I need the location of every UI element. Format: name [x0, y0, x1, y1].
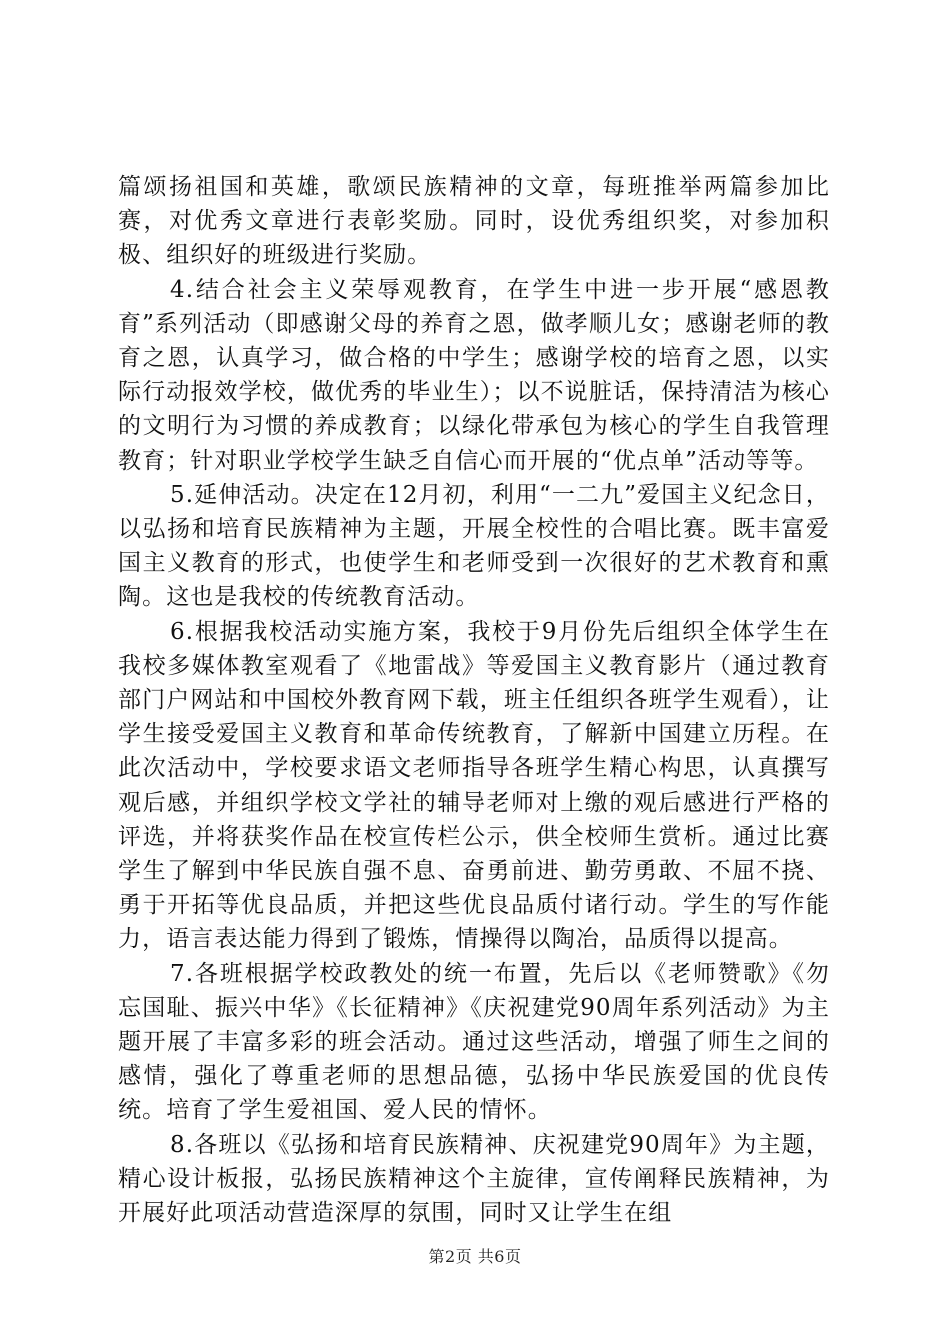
page-number-footer: 第2页 共6页	[428, 1247, 522, 1266]
paragraph-item-7: 7.各班根据学校政教处的统一布置，先后以《老师赞歌》《勿忘国耻、振兴中华》《长征精神》《庆祝建党90周年系列活动》为主题开展了丰富多彩的班会活动。通过这些活动，增强了师生之间的感情，强化了尊重老师的思想品德，弘扬中华民族爱国的优良传统。培育了学生爱祖国、爱人民的情怀。	[118, 960, 830, 1124]
paragraph-item-5: 5.延伸活动。决定在12月初，利用“一二九”爱国主义纪念日，以弘扬和培育民族精神为主题，开展全校性的合唱比赛。既丰富爱国主义教育的形式，也使学生和老师受到一次很好的艺术教育和熏陶。这也是我校的传统教育活动。	[118, 481, 830, 611]
document-body	[118, 170, 830, 1230]
paragraph-item-6: 6.根据我校活动实施方案，我校于9月份先后组织全体学生在我校多媒体教室观看了《地雷战》等爱国主义教育影片（通过教育部门户网站和中国校外教育网下载，班主任组织各班学生观看），让学生接受爱国主义教育和革命传统教育，了解新中国建立历程。在此次活动中，学校要求语文老师指导各班学生精心构思，认真撰写观后感，并组织学校文学社的辅导老师对上缴的观后感进行严格的评选，并将获奖作品在校宣传栏公示，供全校师生赏析。通过比赛学生了解到中华民族自强不息、奋勇前进、勤劳勇敢、不屈不挠、勇于开拓等优良品质，并把这些优良品质付诸行动。学生的写作能力，语言表达能力得到了锻炼，情操得以陶冶，品质得以提高。	[118, 618, 830, 953]
paragraph-item-8: 8.各班以《弘扬和培育民族精神、庆祝建党90周年》为主题，精心设计板报，弘扬民族精神这个主旋律，宣传阐释民族精神，为开展好此项活动营造深厚的氛围，同时又让学生在组	[118, 1131, 830, 1227]
paragraph-item-4: 4.结合社会主义荣辱观教育，在学生中进一步开展“感恩教育”系列活动（即感谢父母的养育之恩，做孝顺儿女；感谢老师的教育之恩，认真学习，做合格的中学生；感谢学校的培育之恩，以实际行动报效学校，做优秀的毕业生）；以不说脏话，保持清洁为核心的文明行为习惯的养成教育；以绿化带承包为核心的学生自我管理教育；针对职业学校学生缺乏自信心而开展的“优点单”活动等等。	[118, 276, 830, 474]
paragraph-continuation: 篇颂扬祖国和英雄，歌颂民族精神的文章，每班推举两篇参加比赛，对优秀文章进行表彰奖励。同时，设优秀组织奖，对参加积极、组织好的班级进行奖励。	[118, 174, 830, 269]
